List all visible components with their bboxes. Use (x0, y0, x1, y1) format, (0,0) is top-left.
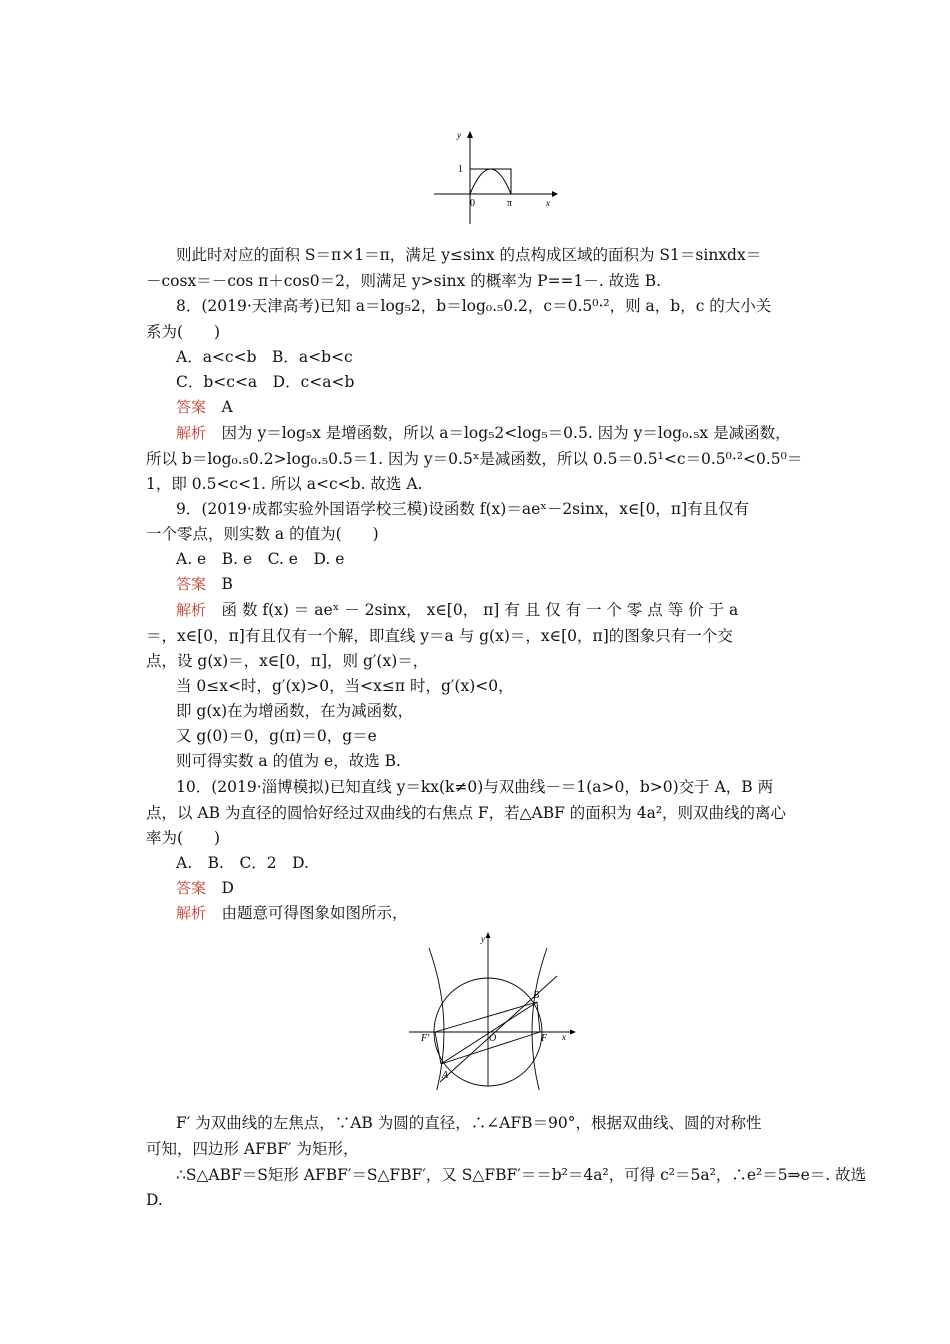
origin-label: O (489, 1033, 497, 1044)
point-b-label: B (533, 990, 540, 1001)
options-line: A．a<c<b B．a<b<c (176, 348, 353, 366)
x-axis-label: x (562, 1032, 566, 1042)
text-line: 即 g(x)在为增函数，在为减函数， (176, 702, 414, 720)
analysis-tag: 解析 (176, 601, 207, 619)
answer-value: B (221, 575, 233, 593)
text-line: 一个零点，则实数 a 的值为( ) (146, 525, 379, 543)
text-line: 所以 b＝log₀.₅0.2>log₀.₅0.5＝1. 因为 y＝0.5ˣ是减函数，所以 0.5＝0.5¹<c＝0.5⁰·²<0.5⁰＝ (146, 450, 803, 468)
text-line: 又 g(0)＝0，g(π)＝0，g＝e (176, 727, 377, 745)
analysis-line (176, 421, 791, 445)
analysis-line (176, 598, 738, 622)
y-axis-label: y (457, 130, 461, 140)
analysis-tag: 解析 (176, 424, 207, 442)
question-9: 9．(2019·成都实验外国语学校三模)设函数 f(x)＝aeˣ－2sinx，x∈[0，π]有且仅有 (176, 500, 750, 518)
text-line: 1，即 0.5<c<1. 所以 a<c<b. 故选 A. (146, 475, 423, 493)
options-line: A. e B. e C. e D. e (176, 550, 345, 568)
question-8: 8．(2019·天津高考)已知 a＝log₅2，b＝log₀.₅0.2，c＝0.5⁰·²，则 a，b，c 的大小关 (176, 297, 772, 315)
answer-value: A (221, 398, 233, 416)
text-line: ∴S△ABF＝S矩形 AFBF′＝S△FBF′，又 S△FBF′＝＝b²＝4a²，可得 c²＝5a²，∴e²＝5⇒e＝. 故选 (176, 1166, 867, 1184)
tick-pi: π (507, 198, 513, 209)
answer-line (176, 876, 234, 900)
question-10: 10．(2019·淄博模拟)已知直线 y＝kx(k≠0)与双曲线－＝1(a>0，b>0)交于 A，B 两 (176, 778, 774, 796)
text-line: －cosx＝－cos π＋cos0＝2，则满足 y>sinx 的概率为 P==1－. 故选 B. (146, 272, 662, 290)
hyperbola-circle-figure (405, 930, 580, 1090)
analysis-tag: 解析 (176, 904, 207, 922)
answer-tag: 答案 (176, 575, 207, 593)
text-line: 点，以 AB 为直径的圆恰好经过双曲线的右焦点 F，若△ABF 的面积为 4a²，则双曲线的离心 (146, 804, 787, 822)
analysis-line (176, 901, 408, 925)
analysis-text: 因为 y＝log₅x 是增函数，所以 a＝log₅2<log₅＝0.5. 因为 y＝log₀.₅x 是减函数， (221, 424, 791, 442)
answer-line (176, 395, 233, 419)
point-f-prime-label: F′ (421, 1033, 430, 1044)
x-axis-label: x (546, 198, 550, 208)
text-line: ＝，x∈[0，π]有且仅有一个解，即直线 y＝a 与 g(x)＝，x∈[0，π]的图象只有一个交 (146, 627, 733, 645)
sine-graph-figure (430, 128, 560, 228)
text-line: 当 0≤x<时，g′(x)>0，当<x≤π 时，g′(x)<0， (176, 677, 514, 695)
options-line: C．b<c<a D．c<a<b (176, 373, 355, 391)
text-line: 则此时对应的面积 S＝π×1＝π，满足 y≤sinx 的点构成区域的面积为 S1＝sinxdx＝ (176, 246, 762, 264)
text-line: 系为( ) (146, 323, 221, 341)
analysis-text: 函 数 f(x) ＝ aeˣ － 2sinx， x∈[0， π] 有 且 仅 有 一 个 零 点 等 价 于 a (221, 601, 739, 619)
text-line: 点，设 g(x)＝，x∈[0，π]，则 g′(x)＝， (146, 652, 429, 670)
text-line: 可知，四边形 AFBF′ 为矩形， (146, 1140, 359, 1158)
answer-line (176, 572, 233, 596)
text-line: D. (146, 1191, 163, 1209)
answer-tag: 答案 (176, 879, 207, 897)
answer-value: D (221, 879, 234, 897)
origin-label: 0 (470, 198, 475, 209)
point-a-label: A (442, 1070, 449, 1081)
y-axis-label: y (481, 934, 485, 944)
analysis-text: 由题意可得图象如图所示， (221, 904, 408, 922)
tick-one: 1 (458, 164, 463, 175)
point-f-label: F (541, 1033, 548, 1044)
text-line: 率为( ) (146, 829, 221, 847)
options-line: A. B. C．2 D. (176, 854, 309, 872)
text-line: F′ 为双曲线的左焦点，∵AB 为圆的直径，∴∠AFB＝90°，根据双曲线、圆的对称性 (176, 1114, 762, 1132)
text-line: 则可得实数 a 的值为 e，故选 B. (176, 752, 401, 770)
answer-tag: 答案 (176, 398, 207, 416)
